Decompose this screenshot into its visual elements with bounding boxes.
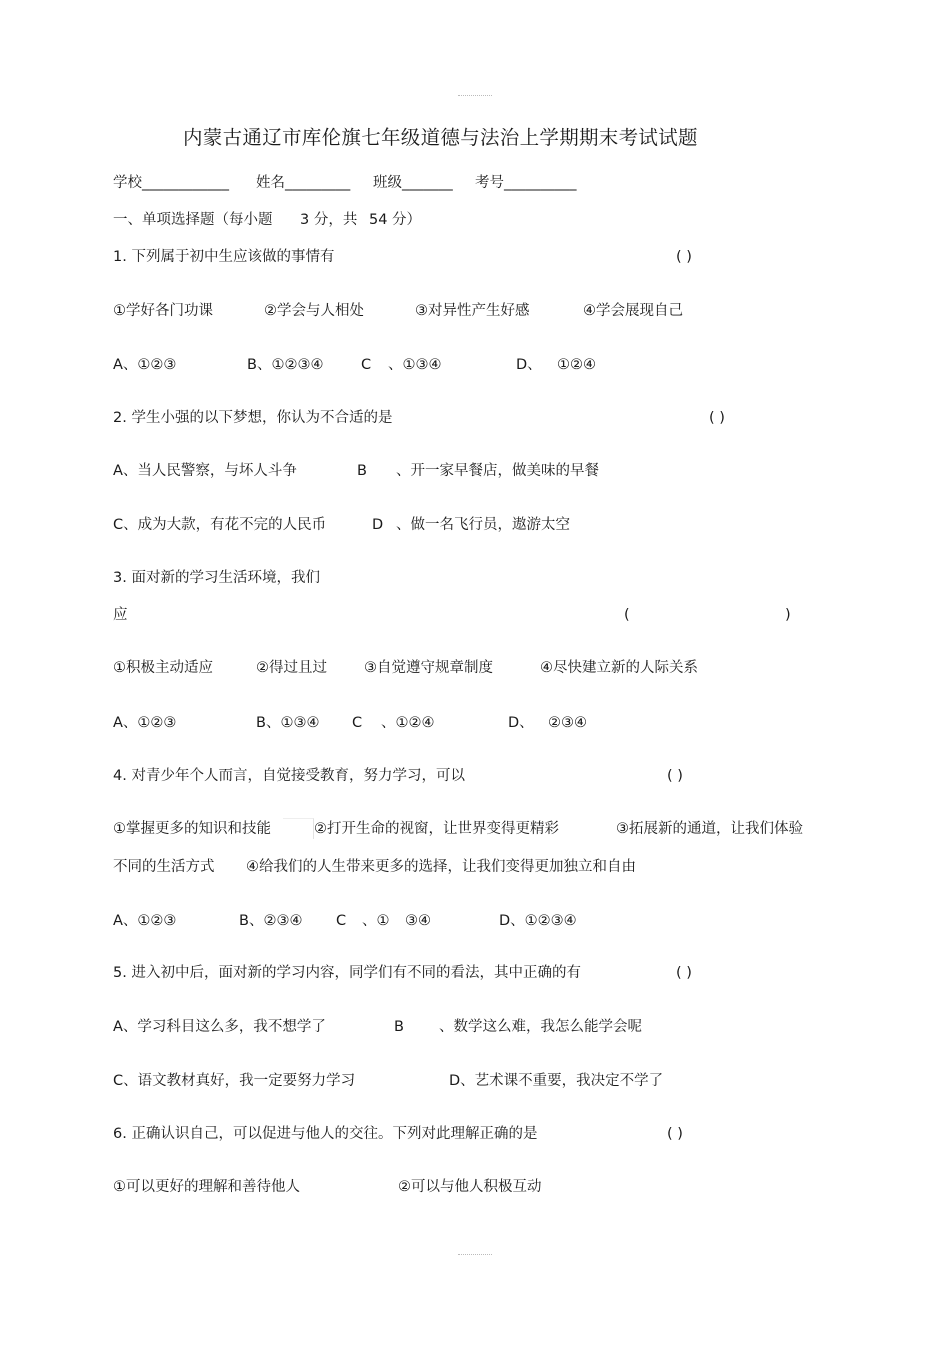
answer-paren: ( ) (667, 768, 683, 784)
option-item: ②学会与人相处 (264, 303, 364, 319)
option-item: ④尽快建立新的人际关系 (540, 660, 698, 676)
choice-c-letter: C (336, 913, 347, 929)
choice-c: C、语文教材真好，我一定要努力学习 (113, 1073, 356, 1089)
choice-a: A、学习科目这么多，我不想学了 (113, 1019, 326, 1035)
choice-b: B、①③④ (256, 715, 320, 731)
question-stem: 5. 进入初中后，面对新的学习内容，同学们有不同的看法，其中正确的有 (113, 965, 581, 981)
choice-d: D、艺术课不重要，我决定不学了 (449, 1073, 664, 1089)
option-item: ①掌握更多的知识和技能 (113, 821, 271, 837)
choice-b-letter: B (357, 463, 367, 479)
choice-a: A、当人民警察，与坏人斗争 (113, 463, 297, 479)
answer-paren: ( ) (667, 1126, 683, 1142)
option-item: ②得过且过 (256, 660, 327, 676)
choice-d: D、①②③④ (499, 913, 577, 929)
question-stem: 3. 面对新的学习生活环境，我们 (113, 570, 320, 586)
choice-c-text: 、①③④ (388, 357, 442, 373)
choice-c-text2: ③④ (405, 913, 431, 929)
answer-paren-right: ) (785, 607, 791, 623)
class-field: 班级_______ (373, 175, 453, 191)
option-item: ①积极主动适应 (113, 660, 213, 676)
number-field: 考号__________ (475, 175, 577, 191)
option-item: ②打开生命的视窗，让世界变得更精彩 (314, 821, 559, 837)
choice-a: A、①②③ (113, 913, 177, 929)
choice-a: A、①②③ (113, 357, 177, 373)
option-item: ④学会展现自己 (583, 303, 683, 319)
question-stem: 4. 对青少年个人而言，自觉接受教育，努力学习，可以 (113, 768, 465, 784)
choice-c-text: 、①②④ (381, 715, 435, 731)
choice-c-text: 、① (362, 913, 390, 929)
option-item: ③自觉遵守规章制度 (364, 660, 493, 676)
option-item: ④给我们的人生带来更多的选择，让我们变得更加独立和自由 (246, 859, 636, 875)
answer-paren: ( ) (676, 965, 692, 981)
option-item: ②可以与他人积极互动 (398, 1179, 542, 1195)
choice-c-letter: C (352, 715, 363, 731)
section-title: 一、单项选择题（每小题 (113, 212, 273, 228)
choice-c-letter: C (361, 357, 372, 373)
document-title: 内蒙古通辽市库伦旗七年级道德与法治上学期期末考试试题 (183, 126, 698, 149)
question-stem-cont: 应 (113, 607, 128, 623)
option-item: ③拓展新的通道，让我们体验 (616, 821, 803, 837)
section-score: 3 分，共 (300, 212, 358, 228)
question-stem: 6. 正确认识自己，可以促进与他人的交往。下列对此理解正确的是 (113, 1126, 538, 1142)
choice-d-text: ②③④ (548, 715, 587, 731)
answer-paren-left: ( (624, 607, 630, 623)
name-field: 姓名_________ (256, 175, 351, 191)
option-item: ①可以更好的理解和善待他人 (113, 1179, 300, 1195)
choice-d-text: ①②④ (557, 357, 596, 373)
choice-b: B、①②③④ (247, 357, 324, 373)
option-item-cont: 不同的生活方式 (113, 859, 215, 875)
choice-b-text: 、开一家早餐店，做美味的早餐 (396, 463, 599, 479)
choice-d-text: 、做一名飞行员，遨游太空 (396, 517, 570, 533)
choice-b: B、②③④ (239, 913, 303, 929)
option-item: ③对异性产生好感 (415, 303, 530, 319)
choice-a: A、①②③ (113, 715, 177, 731)
answer-paren: ( ) (709, 410, 725, 426)
choice-b-text: 、数学这么难，我怎么能学会呢 (439, 1019, 642, 1035)
choice-d-letter: D、 (508, 715, 534, 731)
section-total: 54 分） (369, 212, 422, 228)
choice-d-letter: D (372, 517, 384, 533)
choice-d-letter: D、 (516, 357, 542, 373)
school-field: 学校____________ (113, 175, 229, 191)
scan-artifact (283, 818, 314, 839)
header-mark (458, 95, 492, 96)
question-stem: 2. 学生小强的以下梦想，你认为不合适的是 (113, 410, 393, 426)
option-item: ①学好各门功课 (113, 303, 213, 319)
question-stem: 1. 下列属于初中生应该做的事情有 (113, 249, 335, 265)
choice-c: C、成为大款，有花不完的人民币 (113, 517, 327, 533)
choice-b-letter: B (394, 1019, 404, 1035)
answer-paren: ( ) (676, 249, 692, 265)
footer-mark (458, 1254, 492, 1255)
